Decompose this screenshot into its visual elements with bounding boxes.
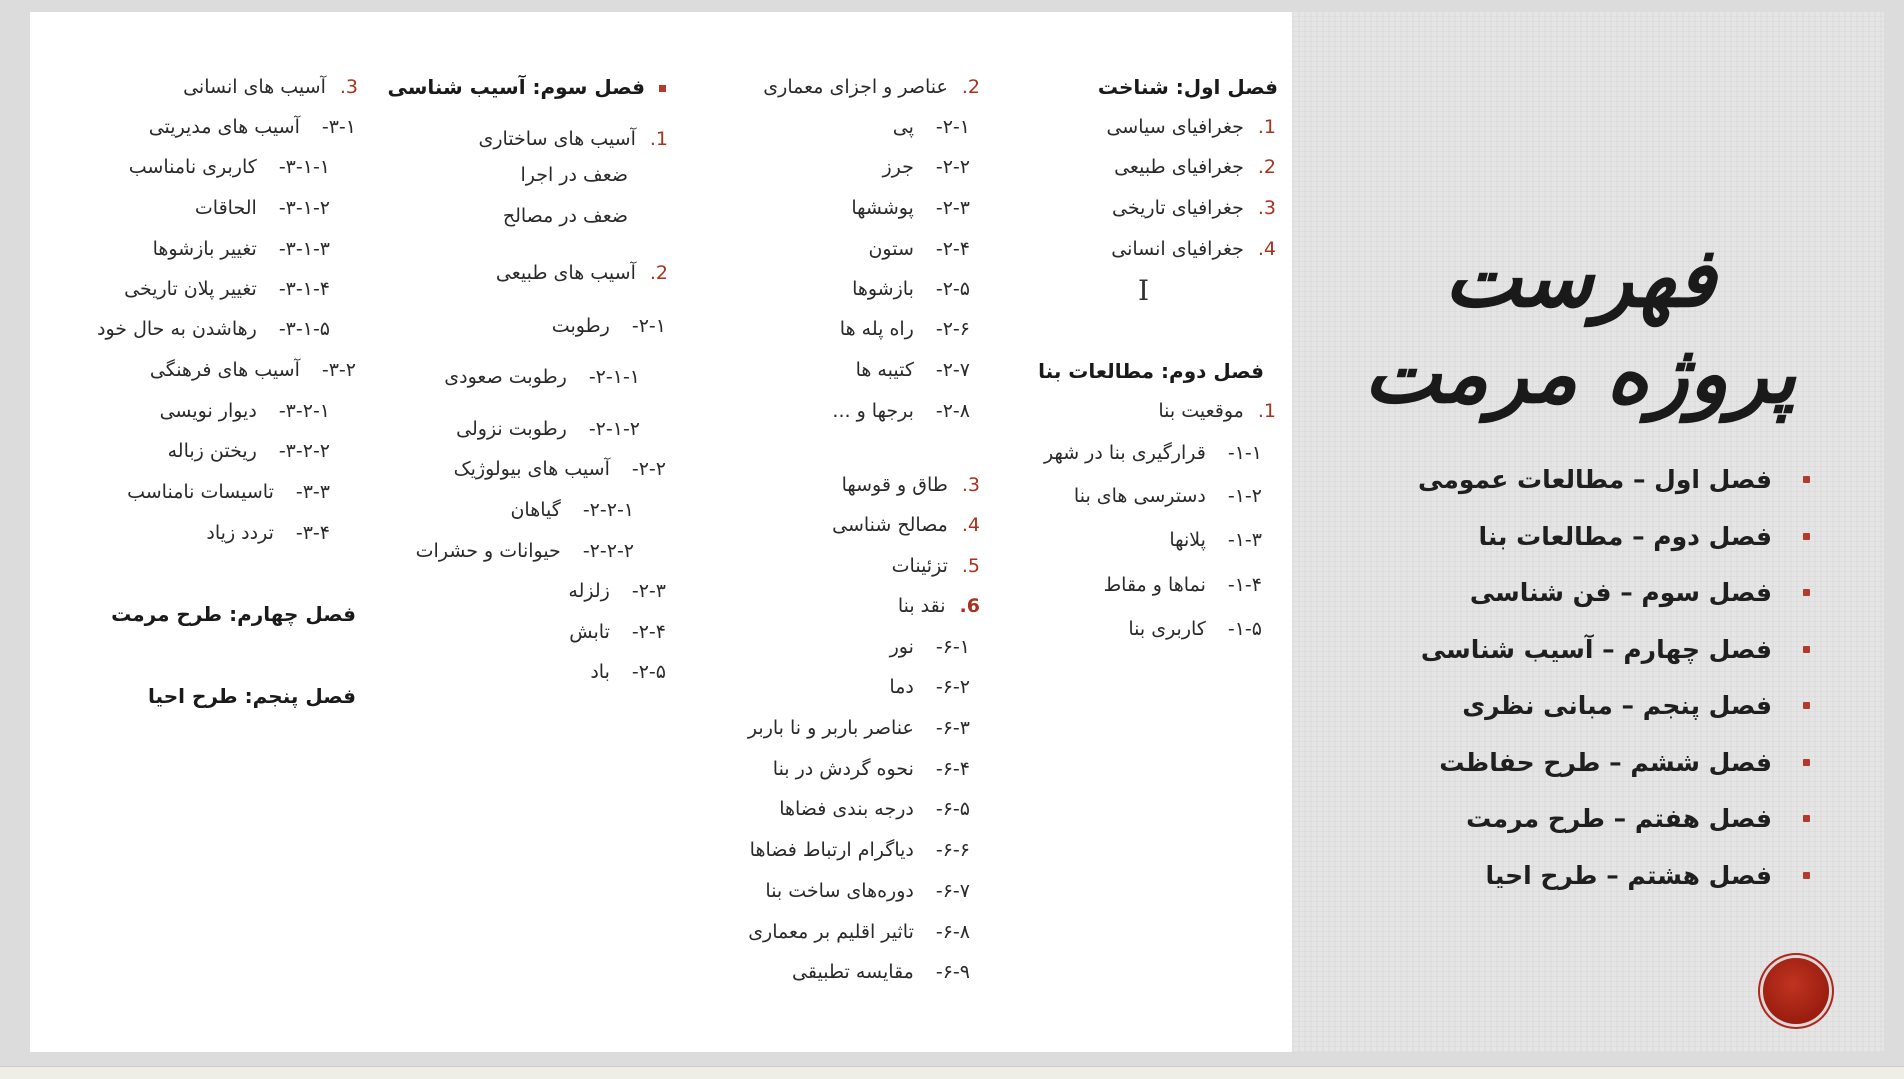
list-item: ۲-۱-رطوبت [551, 315, 666, 337]
bullet-icon [1803, 646, 1810, 653]
list-item: ۳-۳-تاسیسات نامناسب [127, 481, 330, 503]
list-item: ۳-۱-آسیب های مدیریتی [148, 116, 356, 138]
text-cursor-icon: I [1138, 274, 1150, 307]
list-item: ۲-۵-باد [590, 661, 666, 683]
list-item: 6.نقد بنا [897, 595, 980, 617]
list-item: 3.آسیب های انسانی [183, 76, 358, 98]
list-item: 1.آسیب های ساختاری [478, 128, 668, 150]
list-item: 3.طاق و قوسها [841, 474, 980, 496]
chapter-list [1380, 452, 1810, 904]
list-item: ۲-۲-جرز [882, 156, 970, 178]
chapter-4-heading: فصل چهارم: طرح مرمت [111, 602, 356, 626]
list-item: ۳-۲-۱-دیوار نویسی [159, 400, 330, 422]
list-item: ضعف در مصالح [502, 205, 628, 227]
chapter-item: فصل هفتم – طرح مرمت [1380, 791, 1810, 848]
list-item: ۳-۱-۳-تغییر بازشوها [152, 238, 330, 260]
list-item: 4.مصالح شناسی [832, 514, 980, 536]
list-item: ۳-۱-۱-کاربری نامناسب [128, 156, 330, 178]
list-item: ۶-۶-دیاگرام ارتباط فضاها [749, 839, 970, 861]
chapter-1-heading: فصل اول: شناخت [1097, 75, 1278, 99]
list-item: ۶-۴-نحوه گردش در بنا [772, 758, 970, 780]
bullet-icon [1803, 872, 1810, 879]
list-item: ۲-۸-برجها و ... [832, 400, 970, 422]
chapter-5-heading: فصل پنجم: طرح احیا [148, 684, 356, 708]
list-item: ۱-۵-کاربری بنا [1128, 618, 1262, 640]
list-item: ۱-۳-پلانها [1169, 529, 1262, 551]
list-item: ۶-۵-درجه بندی فضاها [779, 798, 970, 820]
bullet-icon [1803, 589, 1810, 596]
list-item: ۶-۹-مقایسه تطبیقی [792, 961, 970, 983]
list-item: ۲-۳-زلزله [568, 580, 666, 602]
bullet-icon [1803, 476, 1810, 483]
bullet-icon [1803, 702, 1810, 709]
slide-title: فهرست پروژه مرمت [1363, 230, 1797, 422]
list-item: ۲-۱-پی [892, 116, 970, 138]
list-item: ۶-۳-عناصر باربر و نا باربر [747, 717, 970, 739]
chapter-item: فصل دوم – مطالعات بنا [1380, 509, 1810, 566]
list-item: ۳-۱-۴-تغییر پلان تاریخی [124, 278, 330, 300]
list-item: 1.جغرافیای سیاسی [1106, 116, 1276, 138]
bullet-icon [1803, 815, 1810, 822]
chapter-item: فصل هشتم – طرح احیا [1380, 848, 1810, 905]
list-item: 2.آسیب های طبیعی [495, 262, 668, 284]
list-item: 3.جغرافیای تاریخی [1112, 197, 1276, 219]
list-item: ۶-۱-نور [889, 636, 970, 658]
list-item: ضعف در اجرا [520, 164, 628, 186]
bullet-icon [659, 85, 666, 92]
list-item: ۱-۴-نماها و مقاط [1103, 574, 1262, 596]
window-bottom-bar [0, 1066, 1904, 1079]
chapter-item: فصل ششم – طرح حفاظت [1380, 735, 1810, 792]
slide-nav-button[interactable] [1763, 958, 1829, 1024]
list-item: ۳-۲-۲-ریختن زباله [167, 440, 330, 462]
list-item: ۲-۱-۱-رطوبت صعودی [444, 366, 640, 388]
list-item: ۳-۱-۲-الحاقات [194, 197, 330, 219]
list-item: 2.جغرافیای طبیعی [1114, 156, 1276, 178]
list-item: ۲-۴-ستون [868, 238, 970, 260]
list-item: ۲-۲-آسیب های بیولوژیک [453, 458, 666, 480]
list-item: ۳-۲-آسیب های فرهنگی [149, 359, 356, 381]
list-item: ۲-۲-۲-حیوانات و حشرات [415, 540, 634, 562]
list-item: ۲-۴-تابش [569, 621, 666, 643]
list-item: ۲-۶-راه پله ها [839, 318, 970, 340]
chapter-3-heading: فصل سوم: آسیب شناسی [387, 74, 666, 100]
list-item: 1.موقعیت بنا [1158, 400, 1276, 422]
chapter-2-heading: فصل دوم: مطالعات بنا [1038, 359, 1264, 383]
list-item: 5.تزئینات [891, 555, 980, 577]
chapter-item: فصل سوم – فن شناسی [1380, 565, 1810, 622]
list-item: ۲-۳-پوششها [851, 197, 970, 219]
chapter-item: فصل اول – مطالعات عمومی [1380, 452, 1810, 509]
list-item: ۱-۲-دسترسی های بنا [1073, 485, 1262, 507]
list-item: ۶-۷-دوره‌های ساخت بنا [765, 880, 970, 902]
list-item: ۲-۷-کتیبه ها [855, 359, 970, 381]
list-item: ۶-۲-دما [889, 676, 970, 698]
list-item: ۲-۲-۱-گیاهان [510, 499, 634, 521]
list-item: ۲-۵-بازشوها [852, 278, 970, 300]
list-item: ۶-۸-تاثیر اقلیم بر معماری [748, 921, 970, 943]
list-item: 4.جغرافیای انسانی [1111, 238, 1276, 260]
list-item: ۳-۱-۵-رهاشدن به حال خود [97, 318, 330, 340]
chapter-item: فصل چهارم – آسیب شناسی [1380, 622, 1810, 679]
bullet-icon [1803, 533, 1810, 540]
list-item: ۲-۱-۲-رطوبت نزولی [456, 418, 640, 440]
list-item: ۳-۴-تردد زیاد [206, 522, 330, 544]
list-item: ۱-۱-قرارگیری بنا در شهر [1043, 442, 1262, 464]
chapter-item: فصل پنجم – مبانی نظری [1380, 678, 1810, 735]
list-item: 2.عناصر و اجزای معماری [763, 76, 980, 98]
bullet-icon [1803, 759, 1810, 766]
